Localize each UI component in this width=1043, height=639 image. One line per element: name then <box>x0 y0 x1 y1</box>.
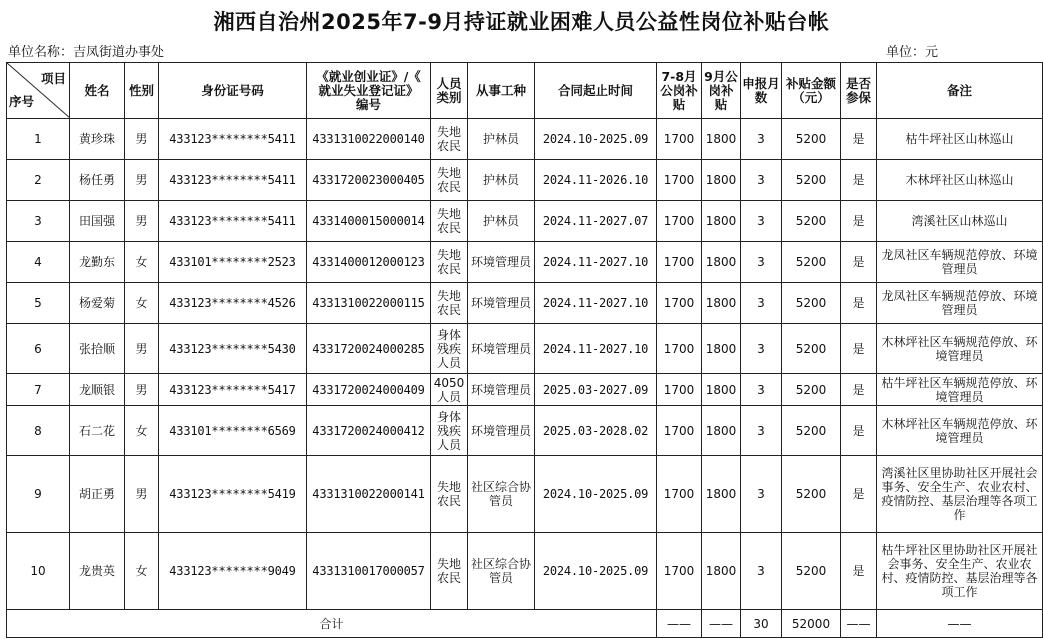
cell-contract: 2024.10-2025.09 <box>535 119 657 160</box>
cell-contract: 2024.11-2027.10 <box>535 283 657 324</box>
header-cert-line1: 《就业创业证》/《 <box>316 68 421 84</box>
header-job: 从事工种 <box>468 63 535 119</box>
cell-insured: 是 <box>841 374 877 406</box>
cell-insured: 是 <box>841 242 877 283</box>
cell-cert: 4331310022000140 <box>307 119 431 160</box>
cell-job: 社区综合协管员 <box>468 456 535 533</box>
cell-gender: 女 <box>125 283 159 324</box>
cell-sub9: 1800 <box>702 242 741 283</box>
cell-job: 社区综合协管员 <box>468 533 535 610</box>
cell-category: 失地农民 <box>431 201 468 242</box>
table-row <box>7 160 1043 201</box>
table-row <box>7 201 1043 242</box>
total-months: 30 <box>741 610 782 638</box>
cell-sub9: 1800 <box>702 406 741 456</box>
cell-no: 8 <box>7 406 70 456</box>
cell-amount: 5200 <box>782 406 841 456</box>
header-months: 申报月数 <box>741 63 782 119</box>
cell-insured: 是 <box>841 456 877 533</box>
header-corner-cell <box>7 63 70 119</box>
cell-cert: 4331400015000014 <box>307 201 431 242</box>
table-row <box>7 456 1043 533</box>
cell-sub9: 1800 <box>702 324 741 374</box>
cell-job: 环境管理员 <box>468 283 535 324</box>
cell-months: 3 <box>741 283 782 324</box>
cell-cert: 4331310022000141 <box>307 456 431 533</box>
cell-gender: 女 <box>125 242 159 283</box>
header-row <box>7 63 1043 119</box>
table-row <box>7 374 1043 406</box>
cell-months: 3 <box>741 533 782 610</box>
cell-name: 黄珍珠 <box>70 119 125 160</box>
cell-id: 433123********5419 <box>159 456 307 533</box>
cell-sub9: 1800 <box>702 119 741 160</box>
header-amount: 补贴金额（元） <box>782 63 841 119</box>
cell-months: 3 <box>741 406 782 456</box>
cell-months: 3 <box>741 456 782 533</box>
cell-amount: 5200 <box>782 324 841 374</box>
cell-cert: 4331720023000405 <box>307 160 431 201</box>
cell-id: 433123********5411 <box>159 160 307 201</box>
cell-id: 433123********5411 <box>159 119 307 160</box>
cell-sub78: 1700 <box>657 160 702 201</box>
cell-amount: 5200 <box>782 201 841 242</box>
cell-gender: 女 <box>125 406 159 456</box>
cell-remark: 木林坪社区山林巡山 <box>877 160 1043 201</box>
cell-contract: 2024.11-2026.10 <box>535 160 657 201</box>
cell-no: 4 <box>7 242 70 283</box>
table-row <box>7 406 1043 456</box>
cell-sub78: 1700 <box>657 201 702 242</box>
total-amount: 52000 <box>782 610 841 638</box>
cell-sub9: 1800 <box>702 201 741 242</box>
cell-name: 龙顺银 <box>70 374 125 406</box>
total-sub9: —— <box>702 610 741 638</box>
cell-remark: 枯牛坪社区车辆规范停放、环境管理员 <box>877 374 1043 406</box>
cell-gender: 男 <box>125 456 159 533</box>
header-serial: 序号 <box>9 94 35 109</box>
total-label: 合计 <box>7 610 657 638</box>
cell-insured: 是 <box>841 283 877 324</box>
cell-id: 433101********2523 <box>159 242 307 283</box>
cell-contract: 2024.11-2027.07 <box>535 201 657 242</box>
cell-amount: 5200 <box>782 242 841 283</box>
cell-no: 1 <box>7 119 70 160</box>
cell-gender: 女 <box>125 533 159 610</box>
cell-name: 杨任勇 <box>70 160 125 201</box>
header-insured: 是否参保 <box>841 63 877 119</box>
cell-contract: 2024.11-2027.10 <box>535 242 657 283</box>
header-gender: 性别 <box>125 63 159 119</box>
cell-job: 环境管理员 <box>468 406 535 456</box>
cell-job: 环境管理员 <box>468 242 535 283</box>
cell-months: 3 <box>741 160 782 201</box>
table-row <box>7 324 1043 374</box>
cell-sub78: 1700 <box>657 242 702 283</box>
cell-sub78: 1700 <box>657 533 702 610</box>
cell-amount: 5200 <box>782 160 841 201</box>
cell-insured: 是 <box>841 324 877 374</box>
cell-remark: 湾溪社区里协助社区开展社会事务、安全生产、农业农村、疫情防控、基层治理等各项工作 <box>877 456 1043 533</box>
cell-category: 身体残疾人员 <box>431 324 468 374</box>
cell-category: 失地农民 <box>431 160 468 201</box>
cell-remark: 木林坪社区车辆规范停放、环境管理员 <box>877 406 1043 456</box>
cell-remark: 龙凤社区车辆规范停放、环境管理员 <box>877 242 1043 283</box>
cell-remark: 枯牛坪社区山林巡山 <box>877 119 1043 160</box>
cell-job: 环境管理员 <box>468 374 535 406</box>
header-item: 项目 <box>40 71 66 86</box>
subsidy-ledger-table <box>6 62 1043 638</box>
cell-id: 433123********9049 <box>159 533 307 610</box>
cell-remark: 龙凤社区车辆规范停放、环境管理员 <box>877 283 1043 324</box>
cell-gender: 男 <box>125 374 159 406</box>
header-cert-line2: 就业失业登记证》 <box>318 82 419 98</box>
cell-category: 身体残疾人员 <box>431 406 468 456</box>
cell-id: 433123********4526 <box>159 283 307 324</box>
header-subsidy-78: 7-8月公岗补贴 <box>657 63 702 119</box>
cell-sub78: 1700 <box>657 283 702 324</box>
cell-amount: 5200 <box>782 283 841 324</box>
cell-remark: 木林坪社区车辆规范停放、环境管理员 <box>877 324 1043 374</box>
cell-insured: 是 <box>841 533 877 610</box>
table-row <box>7 242 1043 283</box>
cell-insured: 是 <box>841 201 877 242</box>
cell-sub78: 1700 <box>657 324 702 374</box>
header-remark: 备注 <box>877 63 1043 119</box>
cell-cert: 4331720024000285 <box>307 324 431 374</box>
currency-unit-label: 单位：元 <box>886 45 939 60</box>
cell-name: 杨爱菊 <box>70 283 125 324</box>
cell-sub78: 1700 <box>657 374 702 406</box>
header-subsidy-9: 9月公岗补贴 <box>702 63 741 119</box>
total-remark: —— <box>877 610 1043 638</box>
cell-job: 环境管理员 <box>468 324 535 374</box>
cell-remark: 枯牛坪社区里协助社区开展社会事务、安全生产、农业农村、疫情防控、基层治理等各项工作 <box>877 533 1043 610</box>
cell-contract: 2024.11-2027.10 <box>535 324 657 374</box>
total-row <box>7 610 1043 638</box>
cell-category: 失地农民 <box>431 119 468 160</box>
table-row <box>7 119 1043 160</box>
cell-months: 3 <box>741 242 782 283</box>
header-cert-line3: 编号 <box>355 96 381 112</box>
cell-no: 3 <box>7 201 70 242</box>
cell-sub78: 1700 <box>657 406 702 456</box>
cell-name: 龙贵英 <box>70 533 125 610</box>
cell-sub9: 1800 <box>702 283 741 324</box>
cell-name: 龙勤东 <box>70 242 125 283</box>
cell-no: 9 <box>7 456 70 533</box>
cell-category: 失地农民 <box>431 533 468 610</box>
cell-gender: 男 <box>125 201 159 242</box>
cell-no: 5 <box>7 283 70 324</box>
header-contract: 合同起止时间 <box>535 63 657 119</box>
cell-months: 3 <box>741 374 782 406</box>
cell-cert: 4331310017000057 <box>307 533 431 610</box>
cell-contract: 2024.10-2025.09 <box>535 533 657 610</box>
cell-contract: 2024.10-2025.09 <box>535 456 657 533</box>
header-name: 姓名 <box>70 63 125 119</box>
header-certificate <box>307 63 431 119</box>
cell-sub78: 1700 <box>657 119 702 160</box>
cell-gender: 男 <box>125 324 159 374</box>
cell-id: 433101********6569 <box>159 406 307 456</box>
cell-sub9: 1800 <box>702 456 741 533</box>
cell-months: 3 <box>741 201 782 242</box>
cell-no: 10 <box>7 533 70 610</box>
cell-category: 失地农民 <box>431 283 468 324</box>
header-category: 人员类别 <box>431 63 468 119</box>
cell-name: 张拾顺 <box>70 324 125 374</box>
header-id-number: 身份证号码 <box>159 63 307 119</box>
cell-amount: 5200 <box>782 533 841 610</box>
cell-job: 护林员 <box>468 201 535 242</box>
cell-cert: 4331720024000409 <box>307 374 431 406</box>
cell-remark: 湾溪社区山林巡山 <box>877 201 1043 242</box>
cell-insured: 是 <box>841 160 877 201</box>
cell-category: 失地农民 <box>431 456 468 533</box>
unit-name-label: 单位名称：吉凤街道办事处 <box>8 45 165 60</box>
cell-gender: 男 <box>125 160 159 201</box>
cell-id: 433123********5417 <box>159 374 307 406</box>
cell-insured: 是 <box>841 406 877 456</box>
cell-name: 石二花 <box>70 406 125 456</box>
cell-sub9: 1800 <box>702 374 741 406</box>
cell-no: 6 <box>7 324 70 374</box>
cell-cert: 4331310022000115 <box>307 283 431 324</box>
cell-amount: 5200 <box>782 374 841 406</box>
cell-cert: 4331400012000123 <box>307 242 431 283</box>
total-sub78: —— <box>657 610 702 638</box>
cell-no: 2 <box>7 160 70 201</box>
cell-category: 4050人员 <box>431 374 468 406</box>
cell-months: 3 <box>741 324 782 374</box>
page-title: 湘西自治州2025年7-9月持证就业困难人员公益性岗位补贴台帐 <box>213 10 830 34</box>
cell-contract: 2025.03-2027.09 <box>535 374 657 406</box>
cell-sub9: 1800 <box>702 533 741 610</box>
cell-job: 护林员 <box>468 119 535 160</box>
cell-category: 失地农民 <box>431 242 468 283</box>
cell-contract: 2025.03-2028.02 <box>535 406 657 456</box>
cell-amount: 5200 <box>782 456 841 533</box>
cell-amount: 5200 <box>782 119 841 160</box>
cell-job: 护林员 <box>468 160 535 201</box>
cell-id: 433123********5430 <box>159 324 307 374</box>
cell-no: 7 <box>7 374 70 406</box>
cell-id: 433123********5411 <box>159 201 307 242</box>
table-row <box>7 283 1043 324</box>
cell-sub78: 1700 <box>657 456 702 533</box>
cell-gender: 男 <box>125 119 159 160</box>
cell-cert: 4331720024000412 <box>307 406 431 456</box>
cell-sub9: 1800 <box>702 160 741 201</box>
table-row <box>7 533 1043 610</box>
cell-name: 田国强 <box>70 201 125 242</box>
cell-name: 胡正勇 <box>70 456 125 533</box>
cell-insured: 是 <box>841 119 877 160</box>
total-insured: —— <box>841 610 877 638</box>
cell-months: 3 <box>741 119 782 160</box>
